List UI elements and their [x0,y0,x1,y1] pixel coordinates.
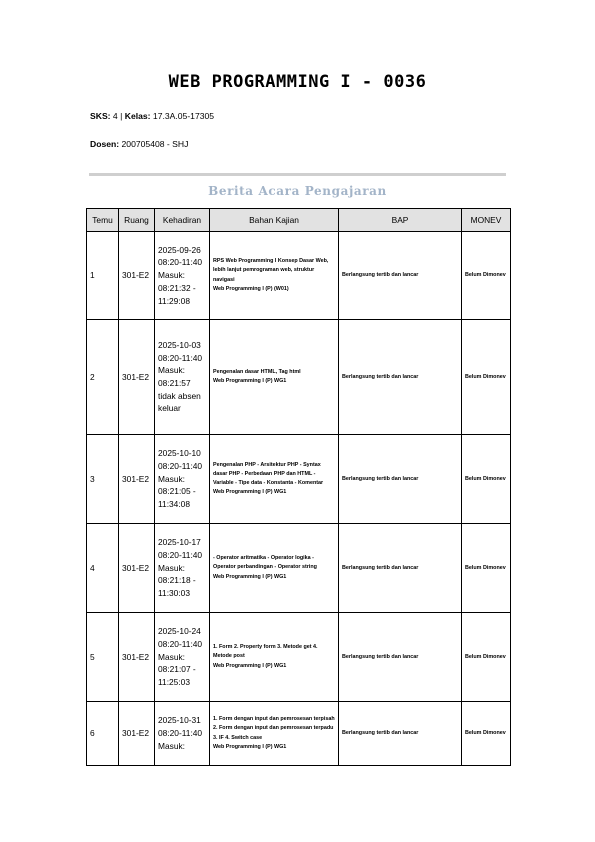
cell-kehadiran [155,524,210,613]
table-row [87,435,511,524]
dosen-label: Dosen: [90,139,120,149]
cell-ruang: 301-E2 [119,524,155,613]
lecturer-meta [90,139,188,149]
cell-bap: Berlangsung tertib dan lancar [339,524,462,613]
cell-bahan-kajian [210,524,339,613]
bahan-course: Web Programming I (P) WG1 [213,378,287,384]
header-bap: BAP [339,209,462,232]
bahan-topic: 1. Form 2. Property form 3. Metode get 4. Metode post [213,644,318,660]
kehadiran-schedule: 2025-10-03 08:20-11:40 [158,339,203,363]
dosen-value: 200705408 - SHJ [119,139,189,149]
kelas-value: 17.3A.05-17305 [150,111,215,121]
kehadiran-checkin: Masuk: 08:21:05 - 11:34:08 [158,473,196,510]
table-row [87,320,511,435]
cell-bap: Berlangsung tertib dan lancar [339,435,462,524]
cell-monev: Belum Dimonev [462,320,511,435]
cell-bahan-kajian [210,320,339,435]
kehadiran-note: tidak absen keluar [158,390,201,414]
cell-temu: 2 [87,320,119,435]
cell-kehadiran [155,435,210,524]
kehadiran-schedule: 2025-09-26 08:20-11:40 [158,244,203,268]
bahan-course: Web Programming I (P) WG1 [213,573,287,580]
bahan-course: Web Programming I (P) WG1 [213,662,287,669]
cell-kehadiran [155,613,210,702]
cell-bahan-kajian [210,702,339,766]
cell-ruang: 301-E2 [119,320,155,435]
kelas-label: Kelas: [124,111,151,121]
cell-bap: Berlangsung tertib dan lancar [339,232,462,320]
kehadiran-schedule: 2025-10-31 08:20-11:40 [158,715,203,739]
table-row [87,524,511,613]
table-row [87,232,511,320]
cell-kehadiran [155,320,210,435]
cell-bap: Berlangsung tertib dan lancar [339,613,462,702]
cell-temu: 3 [87,435,119,524]
cell-bahan-kajian [210,232,339,320]
divider [89,173,506,176]
bahan-course: Web Programming I (P) (W01) [213,285,289,292]
bahan-course: Web Programming I (P) WG1 [213,743,287,750]
teaching-record-table [86,208,511,766]
header-ruang: Ruang [119,209,155,232]
cell-bap: Berlangsung tertib dan lancar [339,320,462,435]
cell-ruang: 301-E2 [119,232,155,320]
cell-monev: Belum Dimonev [462,232,511,320]
table-row [87,613,511,702]
header-kehadiran: Kehadiran [155,209,210,232]
bahan-course: Web Programming I (P) WG1 [213,489,287,496]
header-bahan-kajian: Bahan Kajian [210,209,339,232]
cell-bahan-kajian [210,613,339,702]
bahan-topic: 1. Form dengan input dan pemrosesan terpisah 2. Form dengan input dan pemrosesan terpadu 3. IF 4. Switch case [213,716,335,741]
cell-monev: Belum Dimonev [462,524,511,613]
header-monev: MONEV [462,209,511,232]
section-title: Berita Acara Pengajaran [208,184,387,198]
cell-ruang: 301-E2 [119,613,155,702]
sks-value: 4 | [110,111,125,121]
kehadiran-schedule: 2025-10-24 08:20-11:40 [158,626,203,649]
cell-ruang: 301-E2 [119,435,155,524]
kehadiran-checkin: Masuk: 08:21:18 - 11:30:03 [158,562,196,599]
bahan-topic: - Operator aritmatika - Operator logika - Operator perbandingan - Operator string [213,555,317,571]
cell-ruang: 301-E2 [119,702,155,766]
kehadiran-checkin: Masuk: 08:21:32 - 11:29:08 [158,270,196,306]
bahan-topic: RPS Web Programming I Konsep Dasar Web, lebih lanjut pemrograman web, struktur navigasi [213,258,329,283]
cell-bap: Berlangsung tertib dan lancar [339,702,462,766]
table-header-row [87,209,511,232]
cell-temu: 4 [87,524,119,613]
kehadiran-checkin: Masuk: 08:21:57 [158,365,191,388]
table-row [87,702,511,766]
kehadiran-schedule: 2025-10-17 08:20-11:40 [158,537,203,560]
kehadiran-schedule: 2025-10-10 08:20-11:40 [158,448,203,471]
cell-kehadiran [155,702,210,766]
header-temu: Temu [87,209,119,232]
cell-temu: 6 [87,702,119,766]
kehadiran-checkin: Masuk: 08:21:07 - 11:25:03 [158,651,196,688]
cell-monev: Belum Dimonev [462,613,511,702]
cell-bahan-kajian [210,435,339,524]
cell-kehadiran [155,232,210,320]
bahan-topic: Pengenalan PHP - Arsitektur PHP - Syntax dasar PHP - Perbedaan PHP dan HTML - Variable - Tipe data - Konstanta - Komentar [213,461,324,486]
page-title: WEB PROGRAMMING I - 0036 [168,72,427,92]
sks-label: SKS: [90,111,111,121]
cell-monev: Belum Dimonev [462,435,511,524]
cell-temu: 1 [87,232,119,320]
bahan-topic: Pengenalan dasar HTML, Tag html [213,368,301,375]
course-meta [90,111,214,121]
kehadiran-checkin: Masuk: [158,740,185,751]
cell-temu: 5 [87,613,119,702]
cell-monev: Belum Dimonev [462,702,511,766]
